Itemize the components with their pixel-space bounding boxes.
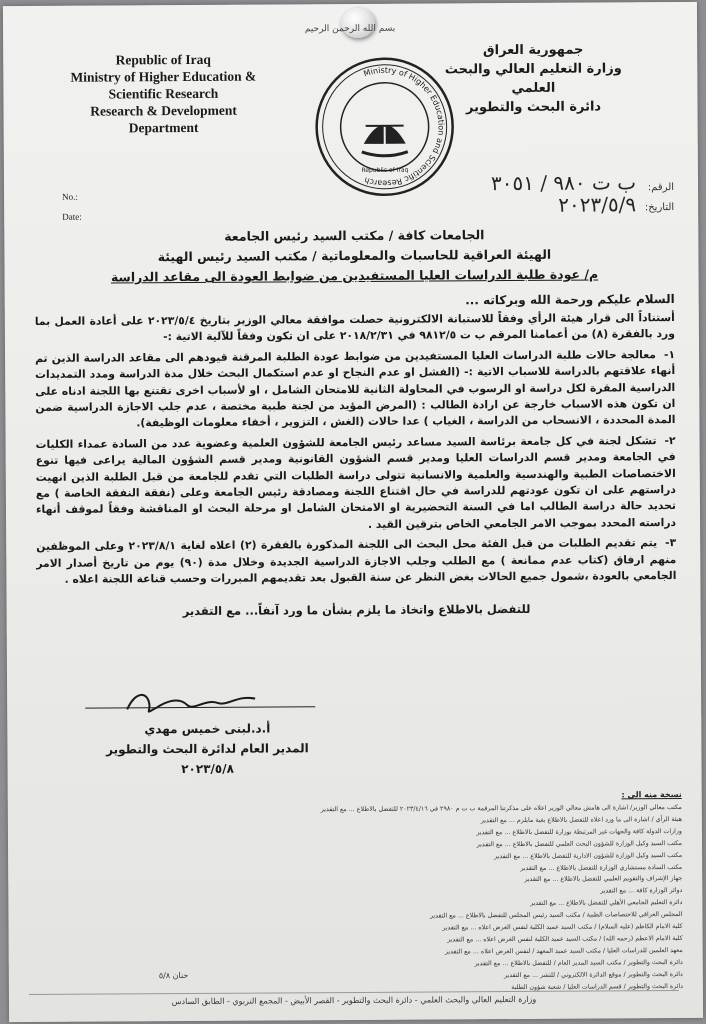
addressee: الجامعات كافة / مكتب السيد رئيس الجامعة [224,227,485,244]
cc-item: جهاز الإشراف والتقويم العلمي للتفضل بالاطلاع ... مع التقدير [524,875,683,884]
seal-ring-text: Ministry of Higher Education and Scientific Research [362,65,446,188]
english-letterhead [43,50,284,136]
cc-item: كلية الامام الاعظم (رحمه الله) / مكتب السيد عميد الكلية لنفس الغرض اعلاه ... مع التقدير [447,934,683,944]
signer-block [97,718,317,779]
cc-item: وزارات الدولة كافة والجهات غير المرتبطة بوزارة للتفضل بالاطلاع ... مع التقدير [476,827,682,837]
point-text: يتم تقديم الطلبات من قبل الفئة محل البحث الى اللجنة المذكورة بالفقرة (٢) اعلاه لغاية ٢٠٢٣/٨/١ وعلى الموظفين منهم ارفاق (كتاب عدم ممانعة ) مع الطلب وجلب الاجازة الدراسية الجديدة وخلال مدة (٩٠) يوم من تاريخ أصدار الامر الجامعي بالعودة ،شمول جميع الحالات بغض النظر عن سنة القبول بعد تقديمهم المبررات وحسب قناعة اللجنة اعلاه . [36,536,677,586]
english-letterhead-line: Ministry of Higher Education & [70,68,257,85]
footer-address: وزارة التعليم العالي والبحث العلمي - دائرة البحث والتطوير - القصر الأبيض - المجمع التربوي - الطابق السادس [29,990,679,1007]
cc-title: نسخة منه الى : [621,789,682,800]
greeting: السلام عليكم ورحمة الله وبركاته ... [465,292,675,308]
point-1 [35,347,675,433]
english-letterhead-line: Scientific Research [108,85,219,102]
point-text: معالجة حالات طلبة الدراسات العليا المستفيدين من ضوابط عودة الطلبة المرقنة قيودهم الى مقاعد الدراسة الذين تم أنهاء علاقتهم بالدراسة للاسباب الاتية :- (الفشل او عدم النجاح او عدم استكمال البحث خلال مدة الدراسة ومدد التمديدات الدراسية المقرة لكل دراسة او الرسوب في المحاولة الثانية للامتحان الشامل ، او لأسباب اخرى تقتنع بها اللجنة ادناه على ان تكون هذه الاسباب خارجة عن ارادة الطالب : (المرض المؤيد من لجنة طبية مختصة ، عدم جلب الاجازة الدراسية ضمن المدة المحددة ، الانسحاب من الدراسة ، الغياب ) عدا حالات (الغش ، التزوير ، أخفاء معلومات الوظيفة). [35,347,676,430]
english-letterhead-line: Republic of Iraq [115,51,211,68]
document-page [3,2,703,1022]
intro-paragraph: أستناداً الى قرار هيئة الرأي وفقاً للاستبانة الالكترونية حصلت موافقة معالي الوزير بتاريخ ٢٠٢٣/٥/٤ على أعادة العمل بما ورد بالفقرة (٨) من أعمامنا المرقم ب ت ٩٨١٢/٥ في ٢٠١٨/٢/٣١ على ان تكون وفقاً للآلية الاتية :- [34,311,675,344]
cc-item: دائرة البحث والتطوير / قسم الدراسات العليا / شعبة شؤون الطلبة [511,982,683,991]
date-label-en: Date: [62,211,82,222]
cc-item: المجلس العراقي للاختصاصات الطبية / مكتب السيد رئيس المجلس للتفضل بالاطلاع ... مع التقدير [429,911,683,920]
point-number: ٣- [665,536,677,550]
arabic-letterhead-line: دائرة البحث والتطوير [465,99,602,116]
point-number: ١- [663,347,676,361]
cc-item: مكتب معالي الوزير/ اشارة الى هامش معالي الوزير اعلاه على مذكرتنا المرقمة ب ت م ٢٩٨٠ في ٢٠٢٣/٤/١٦ للتفضل بالاطلاع ... مع التقدير [320,803,682,814]
cc-item: دوائر الوزارة كافة ... مع التقدير [600,887,683,895]
closing-line: للتفضل بالاطلاع واتخاذ ما يلزم بشأن ما ورد آنفاً... مع التقدير [182,601,531,618]
issue-date: ٢٠٢٣/٥/٩ [558,192,637,217]
date-label-ar: التاريخ: [644,202,675,214]
english-letterhead-line: Department [128,119,199,136]
cc-item: دائرة التعليم الجامعي الأهلي للتفضل بالاطلاع ... مع التقدير [530,899,683,908]
cc-list [82,802,683,996]
seal-center-text: Republic of Iraq [361,166,409,174]
cc-item: مكتب السادة مستشاري الوزارة للتفضل بالاطلاع ... مع التقدير [520,863,683,872]
point-text: تشكل لجنة في كل جامعة برئاسة السيد مساعد رئيس الجامعة للشؤون العلمية وعضوية عدد من السادة عمداء الكليات في الجامعة ومدير قسم الدراسات العليا ومدير قسم الشؤون القانونية ومدير قسم الشؤون المالية يراعى فيها تنوع الاختصاصات الطبية والهندسية والعلمية والانسانية تتولى دراسة الطلبات التي تقدم للجامعة من قبل الطلبة الذين انهيت دراستهم على ان تكون عودتهم للدراسة في حال اقتناع اللجنة ومصادقة رئيس الجامعة وعلى (نفقة النفقة الخاصة ) مع تحديد حالة دراسة الطالب اما في السنة التحضيرية او الامتحان الشامل او مرحلة البحث او المناقشة وفقاً لموقف أنهاء دراسته المحدد بموجب الامر الجامعي الخاص بترقين القيد . [35,433,677,531]
point-2 [36,433,677,535]
arabic-letterhead-line: وزارة التعليم العالي والبحث العلمي [444,61,622,97]
cc-item: مكتب السيد وكيل الوزارة للشؤون البحث العلمي للتفضل بالاطلاع ... مع التقدير [476,839,683,848]
arabic-letterhead [423,40,643,117]
letter-subject: م/ عودة طلبة الدراسات العليا المستفيدين من ضوابط العودة الى مقاعد الدراسة [110,266,599,285]
addressee: الهيئة العراقية للحاسبات والمعلوماتية / مكتب السيد رئيس الهيئة [157,246,552,265]
cc-item: هيئة الرأي / اشارة الى ما ورد اعلاه للتفضل بالاطلاع بغية مايلزم ... مع التقدير [480,815,682,825]
addressee-list [34,224,674,288]
point-3 [36,535,676,588]
signature-icon [87,680,287,721]
arabic-letterhead-line: جمهورية العراق [482,42,584,59]
cc-item: كلية الامام الكاظم (عليه السلام) / مكتب السيد عميد الكلية لنفس الغرض اعلاه ... مع التقدير [442,923,683,932]
basmala: بسم الله الرحمن الرحيم [304,23,396,35]
signer-name: أ.د.لبنى خميس مهدي [144,721,271,737]
cc-item: مكتب السيد وكيل الوزارة للشؤون الادارية للتفضل بالاطلاع ... مع التقدير [494,851,683,860]
signer-title: المدير العام لدائرة البحث والتطوير [106,741,309,757]
number-label-en: No.: [62,191,78,202]
english-letterhead-line: Research & Development [90,102,237,119]
cc-item: دائرة البحث والتطوير / موقع الدائرة الالكتروني / للنشر ... مع التقدير [503,970,683,979]
letter-body [34,224,676,618]
cc-item: دائرة البحث والتطوير / مكتب السيد المدير العام / للتفضل بالاطلاع ... مع التقدير [474,958,683,968]
reference-number: ب ت ٩٨٠ / ٣٠٥١ [490,170,637,196]
cc-item: معهد العلمين للدراسات العليا / مكتب السيد عميد المعهد / لنفس الغرض اعلاه ... مع التقدير [444,946,683,956]
signed-date: ٢٠٢٣/٥/٨ [181,761,234,777]
number-label-ar: الرقم: [647,182,675,194]
typist-initials: حنان ٥/٨ [158,971,189,981]
point-number: ٢- [664,433,676,447]
